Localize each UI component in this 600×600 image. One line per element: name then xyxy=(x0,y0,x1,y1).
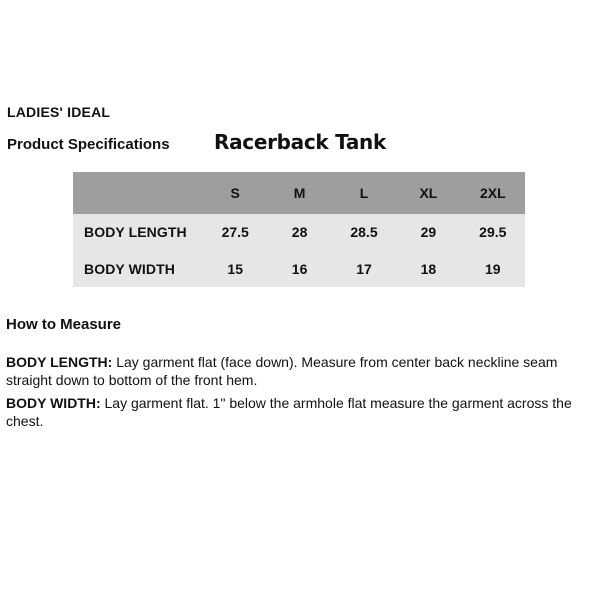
size-column-header-m: M xyxy=(293,185,306,201)
section-label: Product Specifications xyxy=(7,136,170,153)
instruction-body-length xyxy=(6,354,598,389)
measure-instructions xyxy=(6,354,598,436)
how-to-measure-heading: How to Measure xyxy=(6,316,122,333)
row-label: BODY LENGTH xyxy=(84,224,187,241)
size-column-header-l: L xyxy=(359,185,369,201)
instruction-body-width xyxy=(6,395,598,430)
instruction-text: Lay garment flat. 1" below the armhole flat measure the garment across the chest. xyxy=(6,395,572,429)
instruction-term: BODY LENGTH: xyxy=(6,354,113,370)
size-column-header-s: S xyxy=(230,185,240,201)
cell-value: 17 xyxy=(356,260,372,277)
size-chart-header-row xyxy=(73,172,525,214)
size-column-header-2xl: 2XL xyxy=(479,185,506,201)
cell-value: 19 xyxy=(485,260,501,277)
cell-value: 18 xyxy=(420,260,437,277)
cell-value: 28 xyxy=(291,224,308,241)
cell-value: 27.5 xyxy=(221,224,249,241)
size-chart-table xyxy=(73,172,525,287)
instruction-term: BODY WIDTH: xyxy=(6,395,101,411)
brand-label: LADIES' IDEAL xyxy=(7,104,111,120)
instruction-text: Lay garment flat (face down). Measure from center back neckline seam straight down to bottom of the front hem. xyxy=(6,354,558,388)
cell-value: 15 xyxy=(227,260,243,277)
table-row-body-length xyxy=(73,214,525,251)
cell-value: 29 xyxy=(420,224,437,241)
cell-value: 29.5 xyxy=(479,224,507,241)
size-column-header-xl: XL xyxy=(419,185,438,201)
table-row-body-width xyxy=(73,251,525,288)
cell-value: 16 xyxy=(291,260,308,277)
row-label: BODY WIDTH xyxy=(84,260,175,277)
product-title: Racerback Tank xyxy=(213,130,386,154)
cell-value: 28.5 xyxy=(350,224,378,241)
